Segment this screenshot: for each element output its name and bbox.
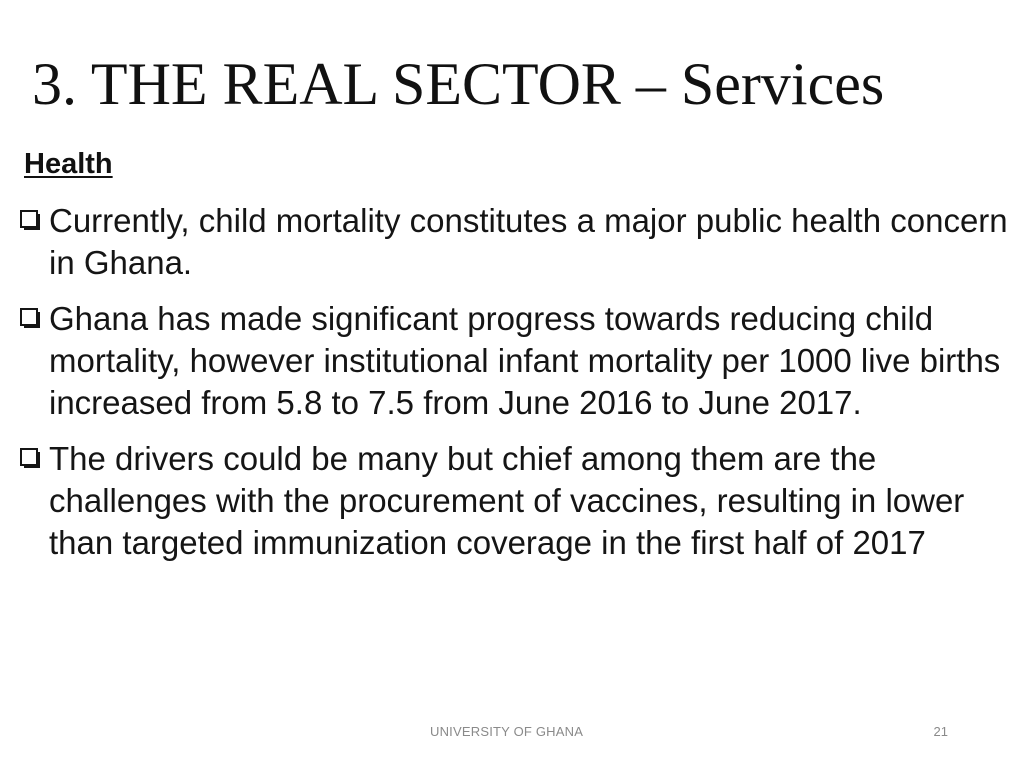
hollow-square-bullet-icon <box>20 210 44 234</box>
bullet-item <box>18 438 1008 564</box>
section-heading-health: Health <box>24 148 113 180</box>
bullet-item <box>18 200 1008 284</box>
bullet-item <box>18 298 1008 424</box>
bullet-list <box>18 200 1008 578</box>
slide-title: 3. THE REAL SECTOR – Services <box>32 51 885 117</box>
hollow-square-bullet-icon <box>20 448 44 472</box>
bullet-text: The drivers could be many but chief among them are the challenges with the procurement of vaccines, resulting in lower than targeted immunization coverage in the first half of 2017 <box>49 440 965 561</box>
hollow-square-bullet-icon <box>20 308 44 332</box>
footer-institution: UNIVERSITY OF GHANA <box>430 724 584 739</box>
bullet-text: Currently, child mortality constitutes a major public health concern in Ghana. <box>49 202 1008 281</box>
bullet-text: Ghana has made significant progress towards reducing child mortality, however institutional infant mortality per 1000 live births increased from 5.8 to 7.5 from June 2016 to June 2017. <box>49 300 1001 421</box>
page-number: 21 <box>933 724 948 739</box>
